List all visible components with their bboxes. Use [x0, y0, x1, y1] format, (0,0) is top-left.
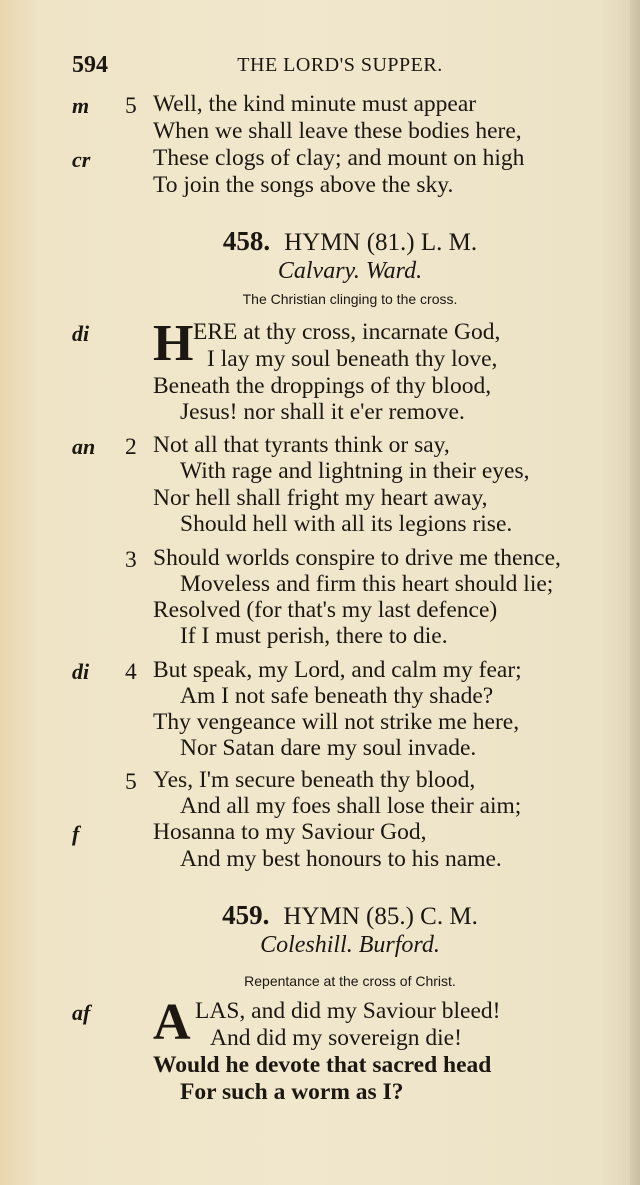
verse-line: And all my foes shall lose their aim; [180, 793, 522, 819]
verse-line: For such a worm as I? [180, 1079, 404, 1105]
drop-cap: H [153, 315, 194, 372]
tune-names: Calvary. Ward. [277, 258, 423, 284]
verse-number: 3 [125, 547, 137, 573]
verse-line: If I must perish, there to die. [180, 623, 448, 649]
verse-line: Should worlds conspire to drive me thence, [153, 545, 561, 571]
verse-line: Yes, I'm secure beneath thy blood, [153, 767, 476, 793]
dynamic-mark: m [72, 93, 90, 118]
hymn-heading [0, 900, 640, 931]
verse-line: LAS, and did my Saviour bleed! [195, 998, 501, 1024]
verse-line: Well, the kind minute must appear [153, 91, 477, 117]
verse-line: Would he devote that sacred head [153, 1052, 492, 1078]
verse-line: Moveless and firm this heart should lie; [180, 571, 554, 597]
dynamic-mark: di [72, 659, 90, 684]
verse-line: These clogs of clay; and mount on high [153, 145, 525, 171]
hymn-title: HYMN (85.) C. M. [283, 903, 478, 930]
dynamic-mark: af [72, 1000, 91, 1025]
hymn-heading [0, 226, 640, 257]
hymn-subtitle: Repentance at the cross of Christ. [244, 973, 456, 989]
verse-number: 2 [125, 434, 137, 460]
verse-number: 5 [125, 769, 137, 795]
verse-line: Nor Satan dare my soul invade. [180, 735, 477, 761]
verse-line: Beneath the droppings of thy blood, [153, 373, 492, 399]
dynamic-mark: cr [72, 147, 91, 172]
hymn-number: 459. [222, 900, 270, 930]
verse-line: Not all that tyrants think or say, [153, 432, 450, 458]
drop-cap: A [153, 994, 191, 1051]
verse-number: 4 [125, 659, 137, 685]
verse-line: Thy vengeance will not strike me here, [153, 709, 520, 735]
tune-names: Coleshill. Burford. [260, 932, 440, 958]
page-number: 594 [72, 52, 108, 78]
verse-line: Am I not safe beneath thy shade? [180, 683, 494, 709]
dynamic-mark: an [72, 434, 96, 459]
verse-line: But speak, my Lord, and calm my fear; [153, 657, 522, 683]
hymn-subtitle: The Christian clinging to the cross. [242, 291, 458, 307]
verse-line: Jesus! nor shall it e'er remove. [180, 399, 465, 425]
verse-line: And did my sovereign die! [210, 1025, 462, 1051]
verse-line: Nor hell shall fright my heart away, [153, 485, 488, 511]
verse-line: With rage and lightning in their eyes, [180, 458, 530, 484]
verse-line: Should hell with all its legions rise. [180, 511, 513, 537]
verse-line: And my best honours to his name. [180, 846, 502, 872]
verse-line: Resolved (for that's my last defence) [153, 597, 498, 623]
dynamic-mark: f [72, 821, 80, 846]
running-title: THE LORD'S SUPPER. [237, 54, 443, 76]
dynamic-mark: di [72, 321, 90, 346]
verse-line: To join the songs above the sky. [153, 172, 454, 198]
verse-line: Hosanna to my Saviour God, [153, 819, 427, 845]
verse-line: ERE at thy cross, incarnate God, [193, 319, 501, 345]
page-edge [630, 0, 640, 1185]
verse-line: I lay my soul beneath thy love, [207, 346, 498, 372]
verse-number: 5 [125, 93, 137, 119]
verse-line: When we shall leave these bodies here, [153, 118, 522, 144]
hymn-title: HYMN (81.) L. M. [284, 229, 478, 256]
hymn-number: 458. [222, 226, 271, 256]
